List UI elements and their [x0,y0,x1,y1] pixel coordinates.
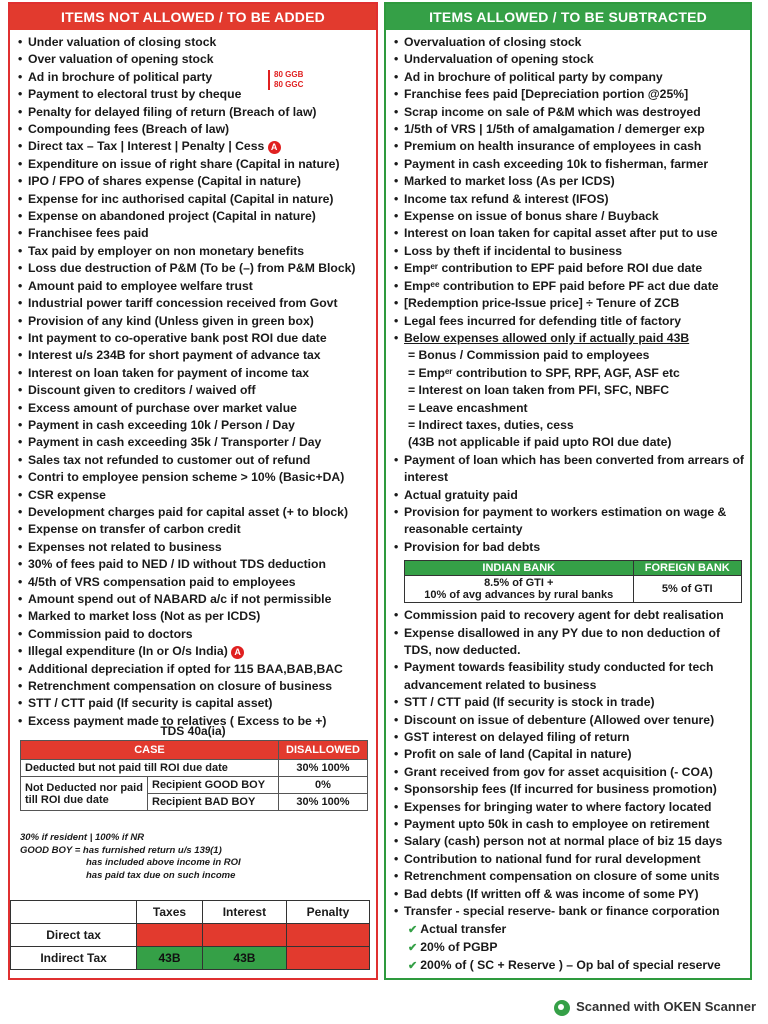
list-item: • Interest on loan taken for payment of income tax [18,365,372,382]
list-item: • 4/5th of VRS compensation paid to employees [18,574,372,591]
allowed-heading: ITEMS ALLOWED / TO BE SUBTRACTED [386,4,750,30]
allowed-list [386,34,750,347]
list-item: • Franchisee fees paid [18,225,372,242]
disallowed-cell: 30% 100% [278,794,367,811]
list-item: • Expense on abandoned project (Capital in nature) [18,208,372,225]
list-item: • Interest u/s 234B for short payment of advance tax [18,347,372,364]
list-item: • STT / CTT paid (If security is stock in trade) [394,694,746,711]
scanner-watermark: Scanned with OKEN Scanner [554,999,756,1016]
list-item: • Int payment to co-operative bank post ROI due date [18,330,372,347]
note-line: 30% if resident | 100% if NR [20,832,145,843]
list-item: • Amount spend out of NABARD a/c if not permissible [18,591,372,608]
list-item: • Expenses not related to business [18,539,372,556]
list-item: (43B not applicable if paid upto ROI due date) [408,435,672,450]
direct-taxes-cell [137,924,203,947]
list-item: • Payment in cash exceeding 35k / Transporter / Day [18,434,372,451]
check-circle-icon: ✔ [408,923,421,936]
list-item: • Income tax refund & interest (IFOS) [394,191,746,208]
allowed-list-more [386,607,750,920]
bad-debt-bank-table [404,560,742,603]
list-item: • Below expenses allowed only if actually paid 43B [394,330,746,347]
alert-badge-icon: A [268,141,281,154]
list-item: • Tax paid by employer on non monetary benefits [18,243,372,260]
list-item: • Premium on health insurance of employees in cash [394,138,746,155]
tax-table-corner [11,901,137,924]
disallowed-cell: 0% [278,777,367,794]
list-item: • Penalty for delayed filing of return (Breach of law) [18,104,372,121]
list-item: ✔ 20% of PGBP [408,939,498,954]
not-allowed-heading: ITEMS NOT ALLOWED / TO BE ADDED [10,4,376,30]
list-item: • Sponsorship fees (If incurred for business promotion) [394,781,746,798]
list-item: • Scrap income on sale of P&M which was destroyed [394,104,746,121]
list-item: • Expense on transfer of carbon credit [18,521,372,538]
list-item: = Empᵉʳ contribution to SPF, RPF, AGF, ASF etc [408,365,680,380]
list-item: • Undervaluation of opening stock [394,51,746,68]
list-item: • Retrenchment compensation on closure of some units [394,868,746,885]
note-line: has included above income in ROI [86,857,241,868]
list-item: • Grant received from gov for asset acquisition (- COA) [394,764,746,781]
list-item: • Discount given to creditors / waived off [18,382,372,399]
not-allowed-panel [8,2,378,980]
list-item: • Payment to electoral trust by cheque [18,86,372,103]
indian-bank-cell: 8.5% of GTI + 10% of avg advances by rural banks [405,576,634,603]
special-reserve-sub-list [386,921,750,976]
list-item: • Marked to market loss (As per ICDS) [394,173,746,190]
interest-header: Interest [202,901,286,924]
list-item: • Overvaluation of closing stock [394,34,746,51]
section-80-note [268,70,303,90]
list-item: • Over valuation of opening stock [18,51,372,68]
list-item: • Bad debts (If written off & was income of some PY) [394,886,746,903]
list-item: • Direct tax – Tax | Interest | Penalty | Cess A [18,138,372,155]
list-item: ✔ 200% of ( SC + Reserve ) – Op bal of special reserve [408,958,721,973]
list-item: • Marked to market loss (Not as per ICDS) [18,608,372,625]
note-80ggb: 80 GGB [274,70,304,79]
disallowed-header: DISALLOWED [278,741,367,760]
not-allowed-list [10,34,376,730]
list-item: • Commission paid to doctors [18,626,372,643]
alert-badge-icon: A [231,646,244,659]
taxes-header: Taxes [137,901,203,924]
case-cell: Deducted but not paid till ROI due date [21,760,279,777]
list-item: • 30% of fees paid to NED / ID without TDS deduction [18,556,372,573]
list-item: • Industrial power tariff concession received from Govt [18,295,372,312]
list-item: • Under valuation of closing stock [18,34,372,51]
list-item: = Indirect taxes, duties, cess [408,417,574,432]
list-item: • Payment of loan which has been converted from arrears of interest [394,452,746,487]
list-item: • Commission paid to recovery agent for debt realisation [394,607,746,624]
case-header: CASE [21,741,279,760]
note-line: GOOD BOY = has furnished return u/s 139(1) [20,844,222,856]
list-item: • Loss by theft if incidental to business [394,243,746,260]
list-item: • Payment towards feasibility study conducted for tech advancement related to business [394,659,746,694]
list-item: • Payment upto 50k in cash to employee on retirement [394,816,746,833]
list-item: • Ad in brochure of political party [18,69,372,86]
direct-penalty-cell [287,924,370,947]
list-item: • Amount paid to employee welfare trust [18,278,372,295]
list-item: • Salary (cash) person not at normal place of biz 15 days [394,833,746,850]
indirect-tax-label: Indirect Tax [11,947,137,970]
indirect-taxes-cell: 43B [137,947,203,970]
list-item: • Compounding fees (Breach of law) [18,121,372,138]
list-item: • Additional depreciation if opted for 115 BAA,BAB,BAC [18,661,372,678]
list-item: • Development charges paid for capital asset (+ to block) [18,504,372,521]
recipient-cell: Recipient GOOD BOY [148,777,279,794]
list-item: • Empᵉᵉ contribution to EPF paid before PF act due date [394,278,746,295]
list-item: ✔ Actual transfer [408,921,507,936]
disallowed-cell: 30% 100% [278,760,367,777]
list-item: • Actual gratuity paid [394,487,746,504]
list-item: • Sales tax not refunded to customer out of refund [18,452,372,469]
list-item: • Provision of any kind (Unless given in green box) [18,313,372,330]
list-item: = Interest on loan taken from PFI, SFC, NBFC [408,383,670,398]
oken-logo-icon [554,1000,570,1016]
list-item: • Franchise fees paid [Depreciation portion @25%] [394,86,746,103]
list-item: • [Redemption price-Issue price] ÷ Tenure of ZCB [394,295,746,312]
list-item: • Expenses for bringing water to where factory located [394,799,746,816]
note-line: has paid tax due on such income [86,869,236,881]
foreign-bank-cell: 5% of GTI [633,576,741,603]
list-item: • Excess amount of purchase over market value [18,400,372,417]
43b-sub-list [386,347,750,451]
allowed-list-continued [386,452,750,556]
allowed-panel [384,2,752,980]
list-item: • Illegal expenditure (In or O/s India) A [18,643,372,660]
note-80ggc: 80 GGC [274,80,304,89]
list-item: • Payment in cash exceeding 10k / Person / Day [18,417,372,434]
list-item: • Loss due destruction of P&M (To be (–) from P&M Block) [18,260,372,277]
list-item: • Excess payment made to relatives ( Excess to be +) [18,713,372,730]
direct-interest-cell [202,924,286,947]
check-circle-icon: ✔ [408,960,421,973]
list-item: • IPO / FPO of shares expense (Capital in nature) [18,173,372,190]
foreign-bank-header: FOREIGN BANK [633,561,741,576]
list-item: • Expense on issue of bonus share / Buyback [394,208,746,225]
list-item: • Expense for inc authorised capital (Capital in nature) [18,191,372,208]
list-item: • Contri to employee pension scheme > 10% (Basic+DA) [18,469,372,486]
list-item: • Profit on sale of land (Capital in nature) [394,746,746,763]
indian-bank-header: INDIAN BANK [405,561,634,576]
list-item: • Expense disallowed in any PY due to non deduction of TDS, now deducted. [394,625,746,660]
list-item: • Legal fees incurred for defending title of factory [394,313,746,330]
list-item: • Discount on issue of debenture (Allowed over tenure) [394,712,746,729]
list-item: • Retrenchment compensation on closure of business [18,678,372,695]
list-item: • Provision for bad debts [394,539,746,556]
list-item: • GST interest on delayed filing of return [394,729,746,746]
list-item: • Empᵉʳ contribution to EPF paid before ROI due date [394,260,746,277]
list-item: • Ad in brochure of political party by company [394,69,746,86]
list-item: • 1/5th of VRS | 1/5th of amalgamation / demerger exp [394,121,746,138]
tds-heading: TDS 40a(ia) [160,724,226,738]
check-circle-icon: ✔ [408,941,421,954]
tds-case-table [20,740,368,811]
tax-interest-penalty-table [10,900,370,970]
list-item: • Expenditure on issue of right share (Capital in nature) [18,156,372,173]
list-item: • Interest on loan taken for capital asset after put to use [394,225,746,242]
tds-notes [20,832,241,882]
indirect-interest-cell: 43B [202,947,286,970]
list-item: • Contribution to national fund for rural development [394,851,746,868]
recipient-cell: Recipient BAD BOY [148,794,279,811]
list-item: • Payment in cash exceeding 10k to fisherman, farmer [394,156,746,173]
case-cell: Not Deducted nor paid till ROI due date [21,777,148,811]
list-item: • Provision for payment to workers estimation on wage & reasonable certainty [394,504,746,539]
list-item: = Leave encashment [408,400,528,415]
penalty-header: Penalty [287,901,370,924]
direct-tax-label: Direct tax [11,924,137,947]
list-item: • STT / CTT paid (If security is capital asset) [18,695,372,712]
list-item: • Transfer - special reserve- bank or finance corporation [394,903,746,920]
indirect-penalty-cell [287,947,370,970]
list-item: = Bonus / Commission paid to employees [408,348,650,363]
list-item: • CSR expense [18,487,372,504]
